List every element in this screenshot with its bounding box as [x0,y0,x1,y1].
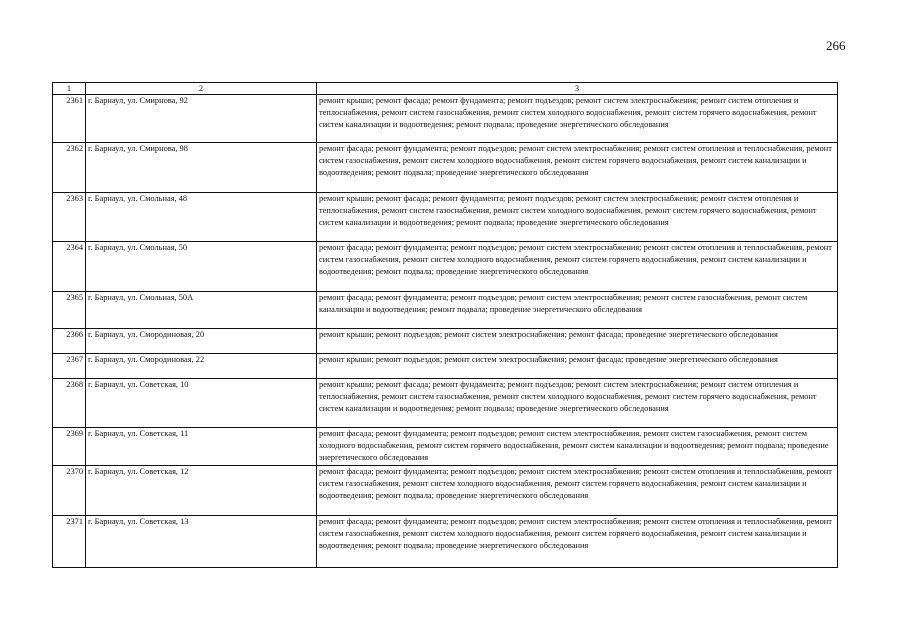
table-row [53,515,838,567]
row-address: г. Барнаул, ул. Смольная, 48 [86,193,317,242]
row-address: г. Барнаул, ул. Смородиновая, 20 [86,329,317,354]
table-row [53,465,838,515]
row-works: ремонт крыши; ремонт фасада; ремонт фундамента; ремонт подъездов; ремонт систем электроснабжения; ремонт систем отопления и теплоснабжения, ремонт систем газоснабжения, ремонт систем холодного водоснабжения, ремонт систем горячего водоснабжения, ремонт систем канализации и водоотведения; ремонт подвала; проведение энергетического обследования [317,379,838,428]
row-address: г. Барнаул, ул. Смородиновая, 22 [86,354,317,379]
row-address: г. Барнаул, ул. Смирнова, 98 [86,143,317,193]
row-number: 2370 [53,465,86,515]
row-works: ремонт фасада; ремонт фундамента; ремонт подъездов; ремонт систем электроснабжения; ремонт систем газоснабжения, ремонт систем канализации и водоотведения; ремонт подвала; проведение энергетического обследования [317,292,838,329]
column-header-works: 3 [317,83,838,95]
table-row [53,193,838,242]
row-works: ремонт фасада; ремонт фундамента; ремонт подъездов; ремонт систем электроснабжения; ремонт систем отопления и теплоснабжения, ремонт систем газоснабжения, ремонт систем холодного водоснабжения, ремонт систем горячего водоснабжения, ремонт систем канализации и водоотведения; ремонт подвала; проведение энергетического обследования [317,143,838,193]
row-works: ремонт фасада; ремонт фундамента; ремонт подъездов; ремонт систем электроснабжения, ремонт систем газоснабжения, ремонт систем холодного водоснабжения, ремонт систем горячего водоснабжения, ремонт систем канализации и водоотведения; ремонт подвала; проведение энергетического обследования [317,428,838,466]
row-address: г. Барнаул, ул. Смирнова, 92 [86,95,317,143]
table-row [53,428,838,466]
table-row [53,143,838,193]
row-number: 2368 [53,379,86,428]
table-row [53,354,838,379]
row-works: ремонт крыши; ремонт подъездов; ремонт систем электроснабжения; ремонт фасада; проведение энергетического обследования [317,354,838,379]
page-number: 266 [826,38,846,53]
table-row [53,379,838,428]
row-number: 2362 [53,143,86,193]
row-works: ремонт фасада; ремонт фундамента; ремонт подъездов; ремонт систем электроснабжения; ремонт систем отопления и теплоснабжения, ремонт систем газоснабжения, ремонт систем холодного водоснабжения, ремонт систем горячего водоснабжения, ремонт систем канализации и водоотведения; ремонт подвала; проведение энергетического обследования [317,515,838,567]
row-number: 2371 [53,515,86,567]
row-address: г. Барнаул, ул. Советская, 11 [86,428,317,466]
row-address: г. Барнаул, ул. Смольная, 50 [86,242,317,292]
column-header-number: 1 [53,83,86,95]
row-address: г. Барнаул, ул. Советская, 12 [86,465,317,515]
row-works: ремонт фасада; ремонт фундамента; ремонт подъездов; ремонт систем электроснабжения; ремонт систем отопления и теплоснабжения, ремонт систем газоснабжения, ремонт систем холодного водоснабжения, ремонт систем горячего водоснабжения, ремонт систем канализации и водоотведения; ремонт подвала; проведение энергетического обследования [317,242,838,292]
row-number: 2361 [53,95,86,143]
table-row [53,329,838,354]
row-address: г. Барнаул, ул. Смольная, 50А [86,292,317,329]
row-number: 2369 [53,428,86,466]
row-number: 2367 [53,354,86,379]
row-address: г. Барнаул, ул. Советская, 10 [86,379,317,428]
repair-table [52,82,838,568]
row-number: 2364 [53,242,86,292]
column-header-address: 2 [86,83,317,95]
header-row [53,83,838,95]
row-address: г. Барнаул, ул. Советская, 13 [86,515,317,567]
row-works: ремонт крыши; ремонт фасада; ремонт фундамента; ремонт подъездов; ремонт систем электроснабжения; ремонт систем отопления и теплоснабжения, ремонт систем газоснабжения, ремонт систем холодного водоснабжения, ремонт систем горячего водоснабжения, ремонт систем канализации и водоотведения; ремонт подвала; проведение энергетического обследования [317,193,838,242]
table-row [53,95,838,143]
row-works: ремонт крыши; ремонт подъездов; ремонт систем электроснабжения; ремонт фасада; проведение энергетического обследования [317,329,838,354]
row-works: ремонт крыши; ремонт фасада; ремонт фундамента; ремонт подъездов; ремонт систем электроснабжения; ремонт систем отопления и теплоснабжения, ремонт систем газоснабжения, ремонт систем холодного водоснабжения, ремонт систем горячего водоснабжения, ремонт систем канализации и водоотведения; ремонт подвала; проведение энергетического обследования [317,95,838,143]
row-number: 2365 [53,292,86,329]
table-row [53,242,838,292]
row-number: 2363 [53,193,86,242]
row-number: 2366 [53,329,86,354]
table-row [53,292,838,329]
row-works: ремонт фасада; ремонт фундамента; ремонт подъездов; ремонт систем электроснабжения; ремонт систем отопления и теплоснабжения, ремонт систем газоснабжения, ремонт систем холодного водоснабжения, ремонт систем горячего водоснабжения, ремонт систем канализации и водоотведения; ремонт подвала; проведение энергетического обследования [317,465,838,515]
